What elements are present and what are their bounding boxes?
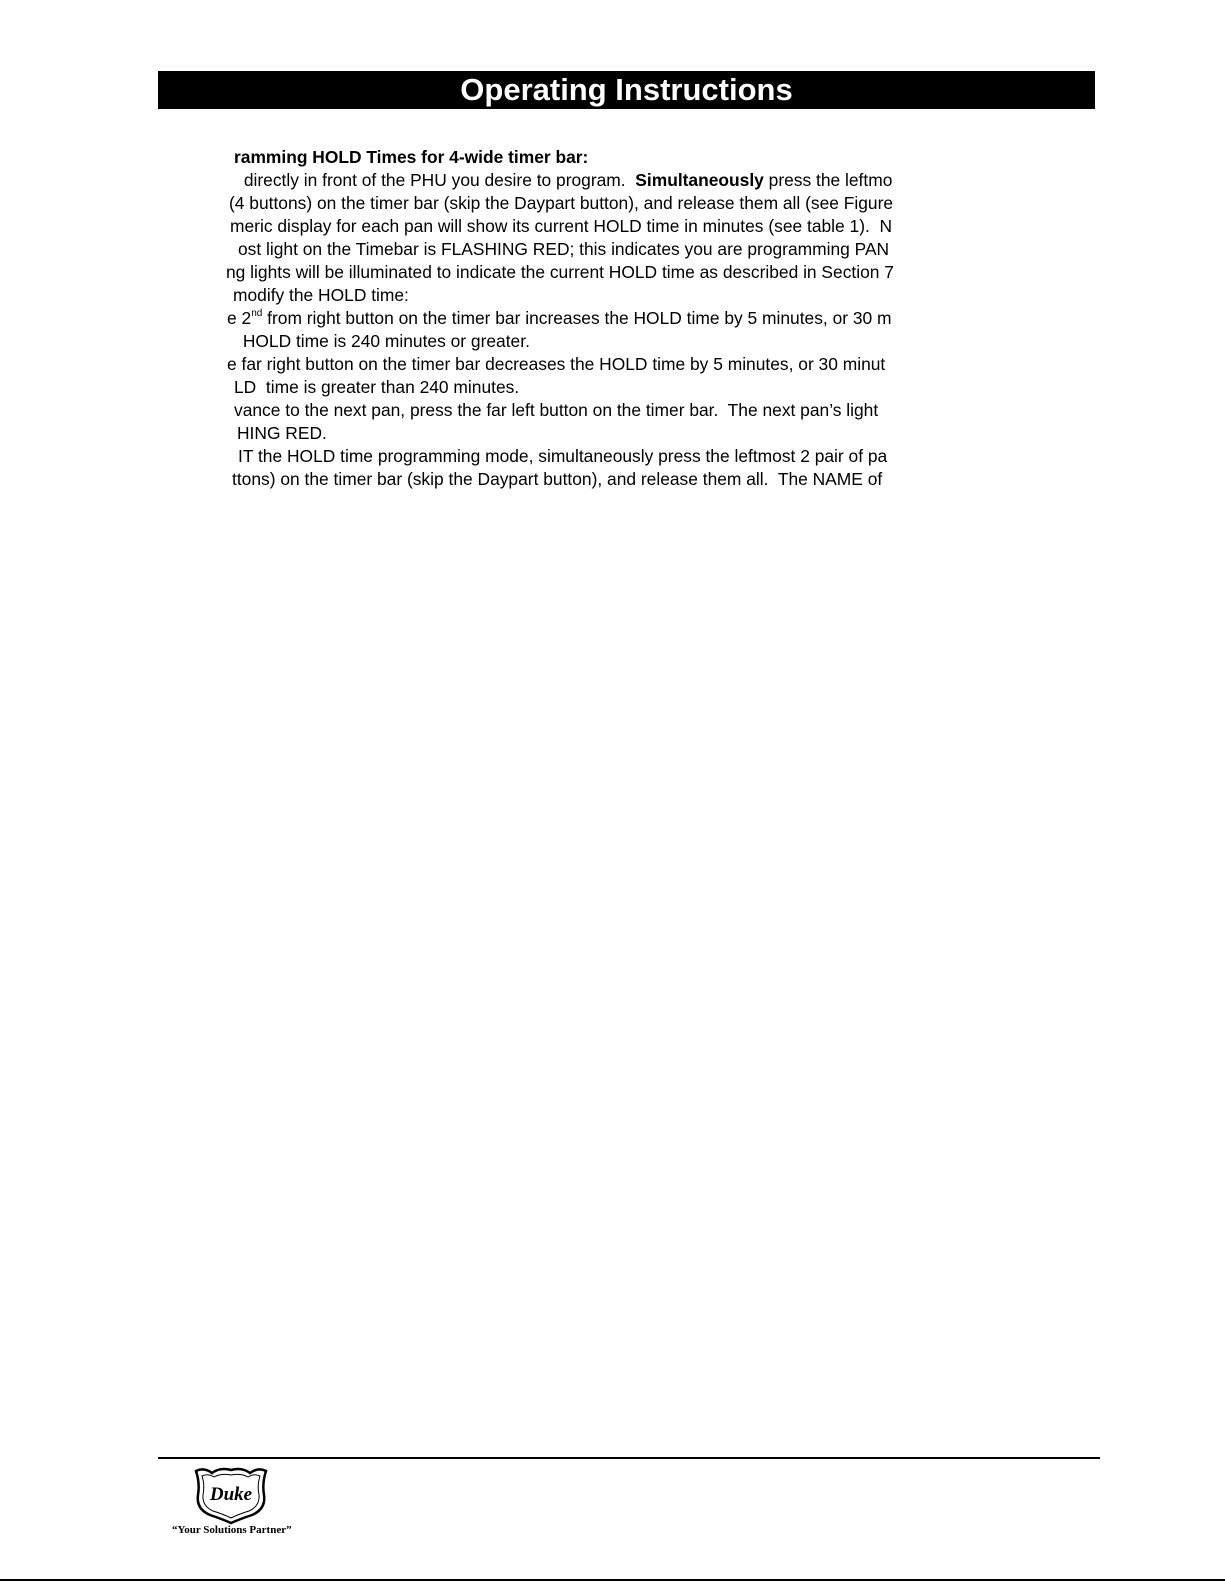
instruction-line: HING RED. — [237, 423, 327, 443]
footer-divider — [158, 1457, 1100, 1459]
instruction-line: ost light on the Timebar is FLASHING RED; this indicates you are programming PAN — [238, 239, 890, 259]
instruction-text: directly in front of the PHU you desire to program. — [239, 170, 636, 190]
instruction-line: IT the HOLD time programming mode, simultaneously press the leftmost 2 pair of pa — [238, 446, 888, 466]
emphasis-text: Simultaneously — [635, 170, 764, 190]
instruction-line: vance to the next pan, press the far left button on the timer bar. The next pan’s light — [234, 400, 879, 420]
instruction-line: ng lights will be illuminated to indicate the current HOLD time as described in Section 7 — [226, 262, 894, 282]
instruction-line: modify the HOLD time: — [233, 285, 409, 305]
instruction-line: e far right button on the timer bar decreases the HOLD time by 5 minutes, or 30 minut — [227, 354, 886, 374]
instruction-text: press the leftmo — [763, 170, 893, 190]
instructions-body — [0, 0, 1225, 500]
section-heading: ramming HOLD Times for 4-wide timer bar: — [234, 147, 589, 167]
instruction-line — [227, 308, 892, 328]
instruction-text: e 2 — [227, 308, 252, 328]
instruction-line: (4 buttons) on the timer bar (skip the Daypart button), and release them all (see Figure — [229, 193, 894, 213]
page-bottom-divider — [0, 1579, 1225, 1581]
duke-logo-icon — [190, 1465, 272, 1525]
instruction-line: HOLD time is 240 minutes or greater. — [238, 331, 530, 351]
instruction-line: LD time is greater than 240 minutes. — [234, 377, 520, 397]
footer-tagline: “Your Solutions Partner” — [172, 1524, 292, 1536]
superscript-text: nd — [251, 308, 263, 319]
logo-wordmark: Duke — [209, 1484, 253, 1505]
instruction-line — [239, 170, 892, 190]
page-title: Operating Instructions — [460, 72, 793, 107]
instruction-line: ttons) on the timer bar (skip the Daypart button), and release them all. The NAME of — [232, 469, 883, 489]
instruction-text: from right button on the timer bar increases the HOLD time by 5 minutes, or 30 m — [262, 308, 892, 328]
instruction-line: meric display for each pan will show its current HOLD time in minutes (see table 1). N — [230, 216, 893, 236]
